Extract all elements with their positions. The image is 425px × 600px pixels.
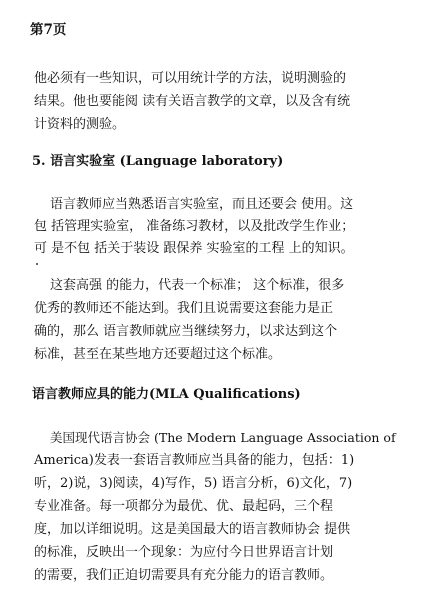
para4-line-2: America)发表一套语言教师应当具备的能力，包括：1) — [34, 453, 355, 468]
para2-line-1: 语言教师应当熟悉语言实验室，而且还要会 使用。这 — [50, 197, 354, 212]
para1-line-3: 计资料的测验。 — [34, 117, 126, 132]
para4-line-3: 听，2)说，3)阅读，4)写作，5) 语言分析，6)文化，7) — [34, 476, 353, 491]
para3-line-4: 标准，甚至在某些地方还要超过这个标准。 — [34, 347, 282, 362]
para2-line-2: 包 括管理实验室， 准备练习教材，以及批改学生作业； — [34, 219, 355, 234]
para4-line-6: 的标准，反映出一个现象：为应付今日世界语言计划 — [34, 545, 334, 560]
para1-line-2: 结果。他也要能阅 读有关语言教学的文章，以及含有统 — [34, 94, 351, 109]
para4-line-5: 度，加以详细说明。这是美国最大的语言教师协会 提供 — [34, 522, 351, 537]
para1-line-1: 他必须有一些知识，可以用统计学的方法，说明测验的 — [34, 71, 347, 86]
stray-dot-mark — [36, 263, 38, 265]
mla-qualifications-heading: 语言教师应具的能力(MLA Qualifications) — [32, 387, 301, 402]
para3-line-1: 这套高强 的能力，代表一个标准； 这个标准，很多 — [50, 278, 345, 293]
para4-line-4: 专业准备。每一项都分为最优、优、最起码，三个程 — [34, 499, 334, 514]
para3-line-2: 优秀的教师还不能达到。我们且说需要这套能力是正 — [34, 301, 334, 316]
section-5-heading: 5. 语言实验室 (Language laboratory) — [32, 154, 284, 169]
para3-line-3: 确的，那么 语言教师就应当继续努力，以求达到这个 — [34, 324, 338, 339]
para4-line-7: 的需要，我们正迫切需要具有充分能力的语言教师。 — [34, 568, 334, 583]
para4-line-1: 美国现代语言协会 (The Modern Language Association of — [50, 430, 396, 445]
para2-line-3: 可 是不包 括关于装设 跟保养 实验室的工程 上的知识。 — [34, 241, 354, 256]
page-number: 第7页 — [30, 22, 67, 38]
